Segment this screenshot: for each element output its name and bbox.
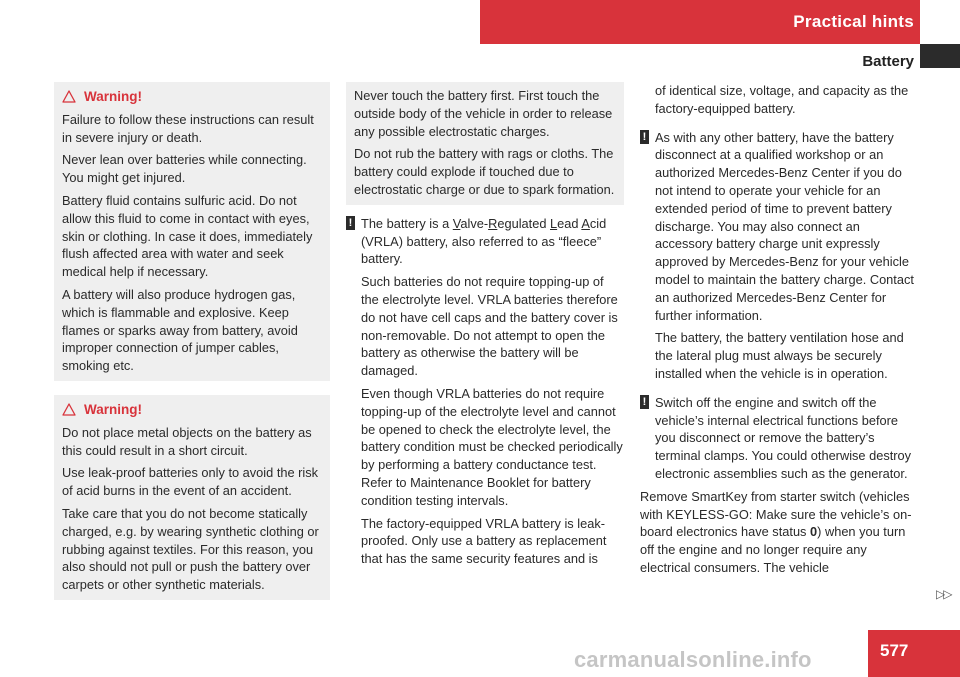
note-vrla: ! The battery is a Valve-Regulated Lead Acid (VRLA) battery, also referred to as “fleece” battery. (346, 215, 624, 268)
note-continuation: of identical size, voltage, and capacity as the factory-equipped battery. (655, 83, 909, 116)
warning-heading (62, 88, 322, 106)
warning-paragraph: Do not rub the battery with rags or cloths. The battery could explode if touched due to electrostatic charge or due to spark formation. (354, 146, 615, 197)
note-paragraph: Such batteries do not require topping-up of the electrolyte level. VRLA batteries therefore do not have cell caps and the battery cover is non-removable. Do not attempt to open the battery as otherwise the battery will be damaged. (361, 274, 618, 379)
warning-title: Warning! (84, 401, 142, 417)
continue-arrow-icon: ▷▷ (936, 587, 951, 601)
warning-box-2 (54, 395, 330, 600)
page-number: 577 (880, 641, 909, 660)
body-paragraph: Remove SmartKey from starter switch (vehicles with KEYLESS-GO: Make sure the vehicle’s on-board electronics have status 0) when you turn off the engine and no longer require any electrical consumers. The vehicle (640, 488, 912, 575)
note-paragraph: The battery, the battery ventilation hose and the lateral plug must always be securely installed when the vehicle is in operation. (655, 330, 904, 381)
warning-paragraph: Use leak-proof batteries only to avoid the risk of acid burns in the event of an accident. (62, 465, 319, 499)
warning-title: Warning! (84, 89, 142, 104)
warning-box-1 (54, 82, 330, 381)
warning-paragraph: Failure to follow these instructions can result in severe injury or death. (62, 111, 314, 145)
warning-paragraph: Take care that you do not become statically charged, e.g. by wearing synthetic clothing or rubbing against textiles. For this reason, you also should not pull or push the battery over carpets or other synthetic materials. (62, 505, 319, 593)
column-3 (640, 82, 918, 577)
warning-box-continued (346, 82, 624, 205)
warning-triangle-icon (62, 403, 76, 416)
column-1 (54, 82, 330, 600)
warning-paragraph: Battery fluid contains sulfuric acid. Do not allow this fluid to come in contact with eyes, skin or clothing. In case it does, immediately flush affected area with water and seek medical help if necessary. (62, 192, 313, 280)
note-paragraph: Even though VRLA batteries do not require topping-up of the electrolyte level and cannot be opened to check the electrolyte level, the battery condition must be checked periodically by performing a battery conductance test. Refer to Maintenance Booklet for battery condition testing intervals. (361, 385, 623, 508)
warning-paragraph: Do not place metal objects on the battery as this could result in a short circuit. (62, 424, 312, 458)
page-number-box (868, 630, 960, 677)
watermark: carmanualsonline.info (574, 647, 812, 672)
page-subtitle: Battery (862, 53, 914, 70)
warning-paragraph: Never lean over batteries while connecting. You might get injured. (62, 152, 307, 186)
note-mark-icon: ! (346, 216, 355, 230)
warning-paragraph: A battery will also produce hydrogen gas, which is flammable and explosive. Keep flames or sparks away from battery, avoid improper connection of jumper cables, smoking etc. (62, 286, 298, 374)
header-bar (480, 0, 920, 44)
header-tab-marker (920, 44, 960, 68)
column-2 (346, 82, 624, 573)
note-mark-icon: ! (640, 395, 649, 409)
note-paragraph: The factory-equipped VRLA battery is leak-proofed. Only use a battery as replacement that has the same security features and is (361, 515, 607, 567)
section-title: Practical hints (793, 12, 914, 31)
warning-heading (62, 401, 322, 419)
note-battery-disconnect: ! As with any other battery, have the battery disconnect at a qualified workshop or an authorized Mercedes-Benz Center if you do not intend to operate your vehicle for an extended period of time to prevent battery discharge. You may also connect an accessory battery charge unit expressly approved by Mercedes-Benz for your vehicle model to maintain the battery charge. Contact an authorized Mercedes-Benz Center for further information. (640, 129, 918, 325)
warning-triangle-icon (62, 90, 76, 103)
note-switch-off: ! Switch off the engine and switch off the vehicle’s internal electrical functions before you disconnect or remove the battery’s terminal clamps. You could otherwise destroy electronic assemblies such as the generator. (640, 394, 918, 483)
note-mark-icon: ! (640, 130, 649, 144)
warning-paragraph: Never touch the battery first. First touch the outside body of the vehicle in order to release any possible electrostatic charges. (354, 88, 613, 139)
